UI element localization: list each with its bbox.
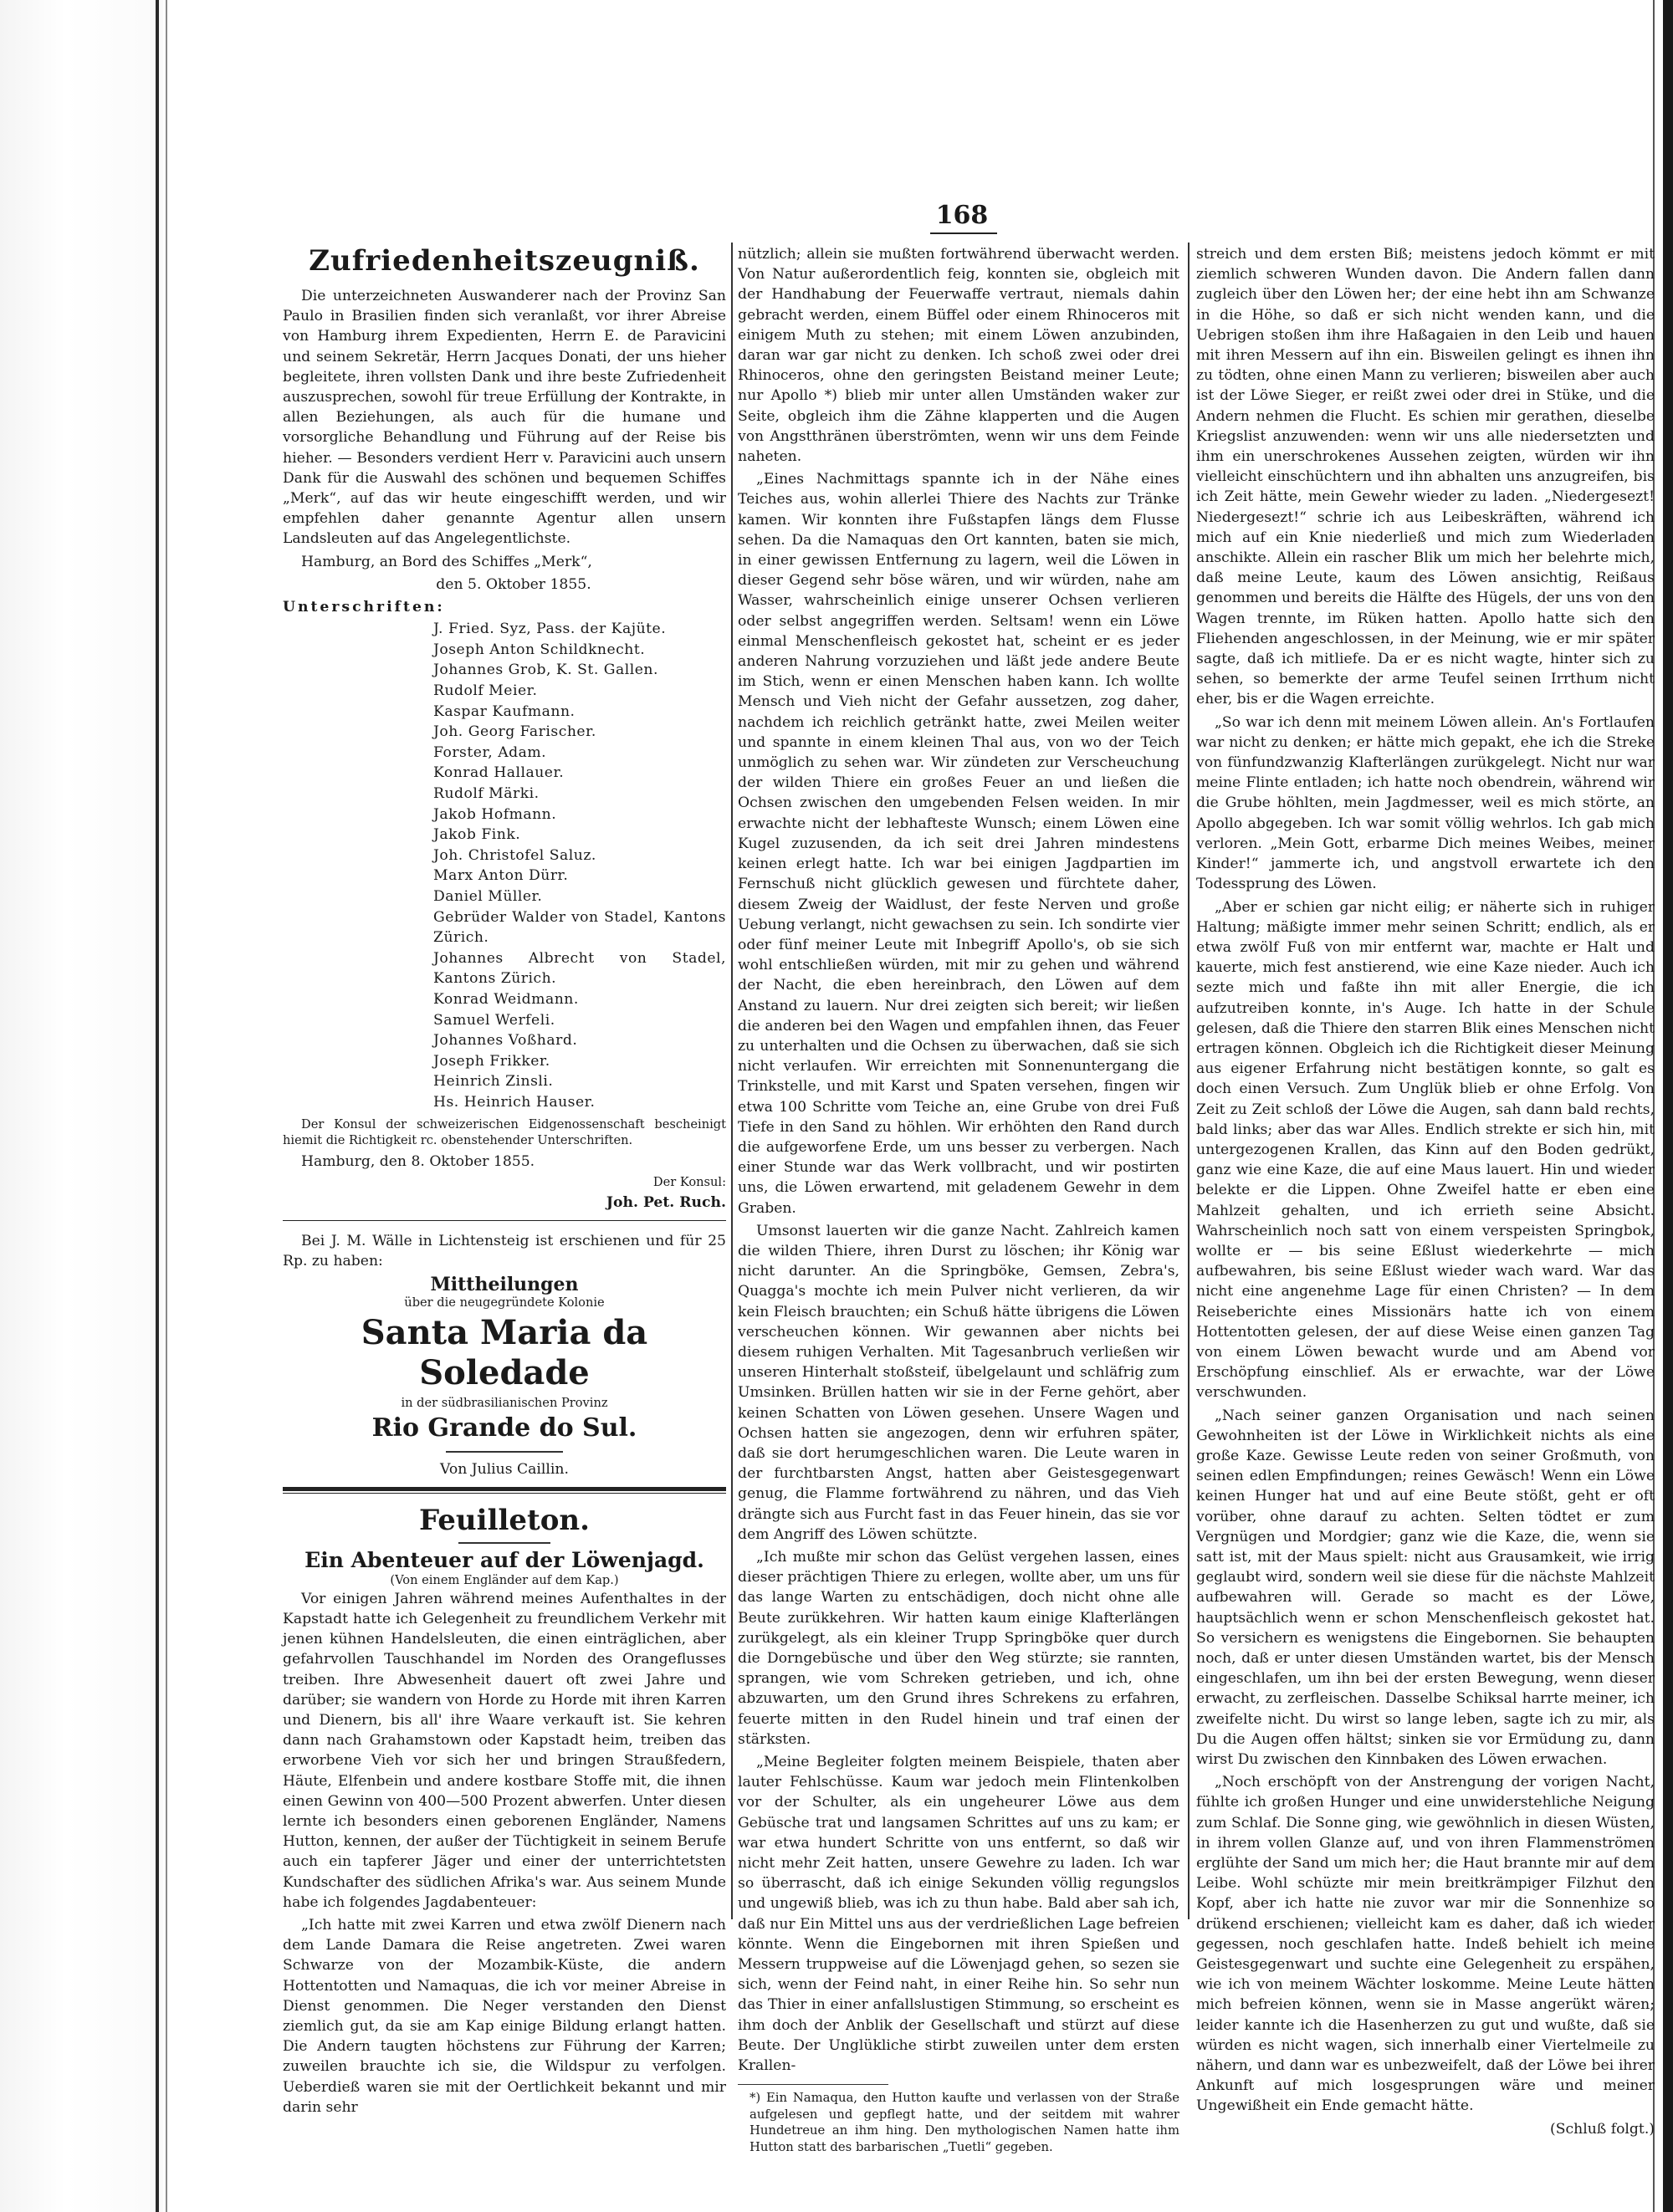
column-rule-1 (731, 243, 733, 1919)
column-1 (283, 244, 726, 2120)
signature: Joh. Christofel Saluz. (433, 846, 596, 864)
story-subtitle: (Von einem Engländer auf dem Kap.) (390, 1573, 619, 1588)
ad-author: Von Julius Caillin. (440, 1461, 569, 1479)
ad-title: Santa Maria da Soledade (361, 1312, 648, 1392)
signature: Joh. Georg Farischer. (433, 723, 596, 741)
certificate-body: Die unterzeichneten Auswanderer nach der Provinz San Paulo in Brasilien finden sich veranlaßt, vor ihrer Abreise von Hamburg ihrem Expedienten, Herrn E. de Paravicini und seinem Sekretär, Herrn Jacques Donati, der uns hieher begleitete, ihren vollsten Dank und ihre beste Zufriedenheit auszusprechen, sowohl für treue Erfüllung der Kontrakte, in allen Beziehungen, als auch für die humane und vorsorgliche Behandlung und Führung auf der Reise bis hieher. — Besonders verdient Herr v. Paravicini auch unsern Dank für die Auswahl des schönen und bequemen Schiffes „Merk“, auf das wir heute eingeschifft werden, und wir empfehlen daher genannte Agentur allen unsern Landsleuten auf das Angelegentlichste. (283, 288, 726, 548)
signature: Konrad Weidmann. (433, 990, 579, 1008)
signature: Kaspar Kaufmann. (433, 702, 576, 720)
story-paragraph: streich und dem ersten Biß; meistens jedoch kömmt er mit ziemlich schweren Wunden davon. Die Andern fallen dann zugleich über den Löwen her; der eine hebt ihn am Schwanze in die Höhe, so daß er sich nicht wenden kann, und die Uebrigen stoßen ihm ihre Haßagaien in den Leib und hauen mit ihren Messern auf ihn ein. Bisweilen gelingt es ihnen ihn zu tödten, ohne einen Mann zu verlieren; bisweilen aber auch ist der Löwe Sieger, er reißt zwei oder drei in Stüke, und die Andern nehmen die Flucht. Es schien mir gerathen, dieselbe Kriegslist anzuwenden: wenn wir uns alle niedersetzten und ihm ein unerschrokenes Aussehen zeigten, würden wir ihn vielleicht einschüchtern und ihn abhalten uns anzugreifen, bis ich Zeit hätte, mein Gewehr wieder zu laden. „Niedergesezt! Niedergesezt!“ schrie ich aus Leibeskräften, während ich mich auf ein Knie niederließ und mich zum Wiederladen anschikte. Allein ein rascher Blik um mich her belehrte mich, daß meine Leute, kaum des Löwen ansichtig, Reißaus genommen und bereits die Hälfte des Hügels, der uns von den Wagen trennte, im Rüken hatten. Apollo hatte sich den Fliehenden angeschlossen, in der Meinung, wie er mir später sagte, daß ich mitliefe. Da er es nicht wagte, hinter sich zu sehen, so bemerkte der arme Teufel seinen Irrthum nicht eher, bis er die Wagen erreichte. (1196, 246, 1655, 708)
signature: Rudolf Meier. (433, 682, 538, 700)
story-title: Ein Abenteuer auf der Löwenjagd. (304, 1547, 704, 1572)
consul-title: Der Konsul: (652, 1174, 726, 1189)
consul-note: Der Konsul der schweizerischen Eidgenossenschaft bescheinigt hiemit die Richtigkeit rc. obenstehender Unterschriften. (283, 1116, 726, 1148)
page-number: 168 (935, 201, 989, 230)
continuation-note: (Schluß folgt.) (1550, 2120, 1655, 2138)
signature: Jakob Hofmann. (433, 805, 557, 823)
scan-edge (1663, 0, 1673, 2212)
ad-intro: Bei J. M. Wälle in Lichtensteig ist erschienen und für 25 Rp. zu haben: (283, 1232, 726, 1269)
column-3 (1196, 244, 1655, 2142)
signature: Daniel Müller. (433, 887, 543, 905)
column-2 (738, 244, 1179, 2158)
story-paragraph: „Ich mußte mir schon das Gelüst vergehen lassen, eines dieser prächtigen Thiere zu erlegen, wollte aber, um uns für das lange Warten zu entschädigen, doch nicht ohne alle Beute zurükkehren. Wir hatten kaum einige Klafterlängen zurükgelegt, als ein kleiner Trupp Springböke quer durch die Dorngebüsche und über den Weg stürzte; sie rannten, sprangen, wie vom Schreken getrieben, und ich, ohne abzuwarten, um den Grund ihres Schrekens zu erfahren, feuerte mitten in den Rudel hinein und traf einen der stärksten. (738, 1549, 1179, 1748)
section-divider (283, 1220, 726, 1221)
story-paragraph: „Nach seiner ganzen Organisation und nach seinen Gewohnheiten ist der Löwe in Wirklichkeit nichts als eine große Kaze. Gewisse Leute reden von seiner Großmuth, von seinen edlen Empfindungen; reines Gewäsch! Wenn ein Löwe keinen Hunger hat und auf eine Beute stößt, geht er oft vorüber, ohne darauf zu achten. Selten tödtet er zum Vergnügen und Mordgier; ganz wie die Kaze, die, wenn sie satt ist, mit der Maus spielt: nicht aus Grausamkeit, wie irrig geglaubt wird, sondern weil sie diese für die nächste Mahlzeit aufbewahren will. Gerade so macht es der Löwe, hauptsächlich wenn er schon Menschenfleisch gekostet hat. So versichern es wenigstens die Eingebornen. Sie behaupten noch, daß er unter diesen Umständen wartet, bis der Mensch eingeschlafen, um ihn bei der ersten Bewegung, wenn dieser erwacht, zu zerfleischen. Dasselbe Schiksal harrte meiner, ich zweifelte nicht. Du wirst so lange leben, sagte ich zu mir, als Du die Augen offen hältst; sinken sie vor Ermüdung zu, dann wirst Du zwischen den Kinnbaken des Löwen erwachen. (1196, 1407, 1655, 1769)
footnote-rule (738, 2084, 888, 2085)
signature: Heinrich Zinsli. (433, 1073, 554, 1091)
story-paragraph: „So war ich denn mit meinem Löwen allein. An's Fortlaufen war nicht zu denken; er hätte mich gepakt, ehe ich die Streke von fünfundzwanzig Klafterlängen zurükgelegt. Nicht nur war meine Flinte entladen; ich hatte noch obendrein, während wir die Grube höhlten, mein Jagdmesser, weil es mich störte, an Apollo abgegeben. Ich war somit völlig wehrlos. Ich gab mich verloren. „Mein Gott, erbarme Dich meines Weibes, meiner Kinder!“ jammerte ich, und angstvoll erwartete ich den Todessprung des Löwen. (1196, 713, 1655, 893)
signature: Johannes Albrecht von Stadel, Kantons Zürich. (433, 949, 726, 988)
story-paragraph: „Meine Begleiter folgten meinem Beispiele, thaten aber lauter Fehlschüsse. Kaum war jedoch mein Flintenkolben vor der Schulter, als ein ungeheurer Löwe aus dem Gebüsche trat und langsamen Schrittes auf uns zu kam; er war etwa hundert Schritte von uns entfernt, so daß wir nicht mehr Zeit hatten, unsere Gewehre zu laden. Ich war so überrascht, daß ich einige Sekunden völlig regungslos und ungewiß blieb, was ich zu thun habe. Bald aber sah ich, daß nur Ein Mittel uns aus der verdrießlichen Lage befreien könnte. Wenn die Eingebornen mit ihren Spießen und Messern truppweise auf die Löwenjagd gehen, so sezen sie sich, wenn der Feind naht, in einer Reihe hin. So sehr nun das Thier in einer anfallslustigen Stimmung, so erscheint es ihm doch der Anblik der Gesellschaft und stürzt auf diese Beute. Der Unglükliche stirbt zuweilen unter dem ersten Krallen- (738, 1754, 1179, 2075)
page-gutter (0, 0, 163, 2212)
signature: Jakob Fink. (433, 826, 521, 844)
signature: Gebrüder Walder von Stadel, Kantons Zürich. (433, 908, 726, 947)
feuilleton-rule-thick (283, 1487, 726, 1491)
column-rule-2 (1188, 243, 1190, 1919)
signature: Konrad Hallauer. (433, 764, 565, 782)
signature: J. Fried. Syz, Pass. der Kajüte. (433, 621, 667, 638)
binding-edge-inner (166, 0, 167, 2212)
signature: Forster, Adam. (433, 743, 547, 761)
footnote: *) Ein Namaqua, den Hutton kaufte und verlassen von der Straße aufgelesen und gepflegt hatte, und der seitdem mit wahrer Hundetreue an ihm hing. Den mythologischen Namen hatte ihm Hutton statt des barbarischen „Tuetli“ gegeben. (750, 2091, 1179, 2154)
ad-subline: über die neugegründete Kolonie (404, 1295, 605, 1310)
feuilleton-rule (458, 1542, 550, 1544)
ad-title-2: Rio Grande do Sul. (371, 1413, 637, 1443)
story-paragraph: „Noch erschöpft von der Anstrengung der vorigen Nacht, fühlte ich großen Hunger und eine unwiderstehliche Neigung zum Schlaf. Die Sonne ging, wie gewöhnlich in diesen Wüsten, in ihrem vollen Glanze auf, und von ihren Flammenströmen erglühte der Sand um mich her; die Haut brannte mir auf dem Leibe. Wohl schüzte mir mein breitkrämpiger Filzhut den Kopf, aber ich hatte nie zuvor war mir die Sonnenhize so drükend erschienen; vielleicht kam es daher, daß ich wieder gegessen, noch geschlafen hatte. Indeß behielt ich meine Geistesgegenwart und suchte eine Gelegenheit zu erspähen, wie ich von meinem Wächter loskomme. Meine Leute hätten mich befreien können, wenn sie in Masse angerükt wären; leider kannte ich die Hasenherzen zu gut und wußte, daß sie würden es nicht wagen, sich innerhalb einer Viertelmeile zu nähern, und dann war es unbezweifelt, daß der Löwe bei ihrer Ankunft auf mich losgesprungen wäre und meiner Ungewißheit ein Ende gemacht hätte. (1196, 1774, 1655, 2115)
ad-heading: Mittheilungen (430, 1274, 579, 1296)
story-paragraph: „Ich hatte mit zwei Karren und etwa zwölf Dienern nach dem Lande Damara die Reise angetreten. Zwei waren Schwarze von der Mozambik-Küste, die andern Hottentotten und Namaquas, die ich vor meiner Abreise in Dienst genommen. Die Neger verstanden den Dienst ziemlich gut, da sie am Kap einige Bildung erlangt hatten. Die Andern taugten höchstens zur Führung der Karren; zuweilen brauchte ich sie, die Wildspur zu verfolgen. Ueberdieß waren sie mit der Oertlichkeit bekannt und mir darin sehr (283, 1916, 726, 2116)
signature: Rudolf Märki. (433, 785, 540, 802)
feuilleton-rule-thin (283, 1493, 726, 1494)
signature: Hs. Heinrich Hauser. (433, 1093, 596, 1111)
story-paragraph: „Aber er schien gar nicht eilig; er näherte sich in ruhiger Haltung; mäßigte immer mehr seinen Schritt; endlich, als er etwa zwölf Fuß von mir entfernt war, machte er Halt und kauerte, mich fest anstierend, wie eine Kaze nieder. Auch ich sezte mich und faßte ihn mit aller Energie, die ich aufzutreiben konnte, in's Auge. Ich hatte in der Schule gelesen, daß die Thiere den starren Blik eines Menschen nicht ertragen können. Obgleich ich die Richtigkeit dieser Meinung aus eigener Erfahrung nicht bestätigen konnte, so galt es doch einen Versuch. Zum Unglük blieb er ohne Erfolg. Von Zeit zu Zeit schloß der Löwe die Augen, sah dann bald rechts, bald links; aber das war Alles. Endlich strekte er sich hin, mit untergezogenen Krallen, das Kinn auf den Boden gedrükt, ganz wie eine Kaze, die auf eine Maus lauert. Hin und wieder belekte er die Lippen. Ohne Zweifel hatte er eben eine Mahlzeit gehalten, und ich errieth seine Absicht. Wahrscheinlich noch satt von einem verspeisten Springbok, wollte er — bis seine Eßlust wiederkehrte — mich aufbewahren, bis seine Eßlust wieder wach ward. War das nicht eine angenehme Lage für einen Christen? — In dem Reiseberichte eines Missionärs hatte ich von einem Hottentotten gelesen, der auf diese Weise einen ganzen Tag von einem Löwen bewacht wurde und am Abend vor Erschöpfung einschlief. Als er erwachte, war der Löwe verschwunden. (1196, 898, 1655, 1402)
signature: Samuel Werfeli. (433, 1011, 555, 1029)
ad-subline-2: in der südbrasilianischen Provinz (401, 1395, 608, 1410)
signature: Joseph Frikker. (433, 1052, 550, 1070)
signature: Johannes Grob, K. St. Gallen. (433, 662, 658, 679)
signature: Johannes Voßhard. (433, 1032, 578, 1050)
binding-edge (156, 0, 159, 2212)
story-paragraph: Umsonst lauerten wir die ganze Nacht. Zahlreich kamen die wilden Thiere, ihren Durst zu löschen; ihr König war nicht darunter. An die Springböke, Gemsen, Zebra's, Quagga's mochte ich mein Pulver nicht verlieren, da wir kein Fleisch brauchten; ein Schuß hätte übrigens die Löwen verscheuchen können. Wir gewannen aber nichts bei diesem ruhigen Verhalten. Mit Tagesanbruch verließen wir unseren Hinterhalt stoßsteif, übelgelaunt und schläfrig zum Umsinken. Brüllen hatten wir sie in der Ferne gehört, aber keinen Schatten von Löwen gesehen. Unsere Wagen und Ochsen hatten sie angezogen, denn wir erfuhren später, daß sie dort herumgeschlichen waren. Die Leute waren in der furchtbarsten Angst, hatten aber Geistesgegenwart genug, die Flamme fortwährend zu nähren, und das Vieh drängte sich aus Furcht fast in das Feuer hinein, das sie vor dem Angriff des Löwen schützte. (738, 1222, 1179, 1543)
story-paragraph: nützlich; allein sie mußten fortwährend überwacht werden. Von Natur außerordentlich feig, konnten sie, obgleich mit der Handhabung der Feuerwaffe vertraut, niemals dahin gebracht werden, einem Büffel oder einem Rhinoceros mit einigem Muth zu stehen; mit einem Löwen anzubinden, daran war gar nicht zu denken. Ich schoß zwei oder drei Rhinoceros, ohne den geringsten Beistand meiner Leute; nur Apollo *) blieb mir unter allen Umständen waker zur Seite, obgleich ihm die Zähne klapperten und die Augen von Angstthränen überströmten, wenn wir uns dem Feinde naheten. (738, 246, 1179, 466)
signature: Joseph Anton Schildknecht. (433, 641, 646, 658)
consul-date: Hamburg, den 8. Oktober 1855. (301, 1152, 535, 1170)
feuilleton-heading: Feuilleton. (419, 1503, 590, 1537)
page-number-rule (930, 232, 997, 234)
story-paragraph: „Eines Nachmittags spannte ich in der Nähe eines Teiches aus, wohin allerlei Thiere des Nachts zur Tränke kamen. Wir konnten ihre Fußstapfen längs dem Flusse sehen. Da die Namaquas den Ort kannten, baten sie mich, in einer gewissen Entfernung zu lagern, weil die Löwen in dieser Gegend sehr böse wären, und wir würden, nahe am Wasser, wahrscheinlich einige unserer Ochsen verlieren oder selbst angegriffen werden. Seltsam! wenn ein Löwe einmal Menschenfleisch gekostet hat, scheint er es jeder anderen Nahrung vorzuziehen und läßt jede andere Beute im Stich, wenn er einen Menschen haben kann. Ich wollte Mensch und Vieh nicht der Gefahr aussetzen, zog daher, nachdem ich reichlich getränkt hatte, zwei Meilen weiter und spannte in einem kleinen Thal aus, von wo der Teich unmöglich zu sehen war. Wir zündeten zur Verscheuchung der wilden Thiere ein großes Feuer an und ließen die Ochsen zwischen den umgebenden Felsen weiden. In mir erwachte nicht der lebhafteste Wunsch; einem Löwen eine Kugel zuzusenden, da ich seit drei Jahren mindestens keinen erlegt hatte. Ich war bei einigen Jagdpartien im Fernschuß nicht glücklich gewesen und fürchtete daher, diesem Zweig der Waidlust, der feste Nerven und große Uebung verlangt, nicht gewachsen zu sein. Ich sondirte vier oder fünf meiner Leute mit Inbegriff Apollo's, ob sie sich wohl entschließen würden, mit mir zu gehen und während der Nacht, die eben hereinbrach, den Löwen auf dem Anstand zu lauern. Nur drei zeigten sich bereit; wir ließen die anderen bei den Wagen und empfahlen ihnen, das Feuer zu unterhalten und die Ochsen zu überwachen, daß sie sich nicht verlaufen. Wir erreichten mit Sonnenuntergang die Trinkstelle, und mit Karst und Spaten versehen, fingen wir etwa 100 Schritte vom Teiche an, eine Grube von drei Fuß Tiefe in den Sand zu höhlen. Wir erhöhten den Rand durch die aufgeworfene Erde, um uns besser zu verbergen. Nach einer Stunde war das Werk vollbracht, und wir postirten uns, die Löwen erwartend, mit geladenem Gewehr in dem Graben. (738, 471, 1179, 1217)
certificate-title: Zufriedenheitszeugniß. (309, 244, 700, 278)
story-paragraph: Vor einigen Jahren während meines Aufenthaltes in der Kapstadt hatte ich Gelegenheit zu freundlichem Verkehr mit jenen kühnen Handelsleuten, die einen einträglichen, aber gefahrvollen Tauschhandel im Norden des Orangeflusses treiben. Ihre Abwesenheit dauert oft zwei Jahre und darüber; sie wandern von Horde zu Horde mit ihren Karren und Dienern, bis all' ihre Waare verkauft ist. Sie kehren dann nach Grahamstown oder Kapstadt heim, treiben das erworbene Vieh vor sich her und bringen Straußfedern, Häute, Elfenbein und andere kostbare Stoffe mit, die ihnen einen Gewinn von 400—500 Prozent abwerfen. Unter diesen lernte ich besonders einen geborenen Engländer, Namens Hutton, kennen, der außer der Tüchtigkeit in seinem Berufe auch ein tapferer Jäger und einer der unterrichtetsten Kundschafter des südlichen Afrika's war. Aus seinem Munde habe ich folgendes Jagdabenteuer: (283, 1590, 726, 1911)
signatures-heading: Unterschriften: (283, 599, 445, 616)
consul-name: Joh. Pet. Ruch. (606, 1194, 726, 1212)
certificate-date: den 5. Oktober 1855. (436, 575, 591, 593)
certificate-place: Hamburg, an Bord des Schiffes „Merk“, (301, 553, 592, 570)
signature-list (283, 619, 726, 1112)
signature: Marx Anton Dürr. (433, 867, 569, 885)
ad-rule (446, 1451, 563, 1453)
